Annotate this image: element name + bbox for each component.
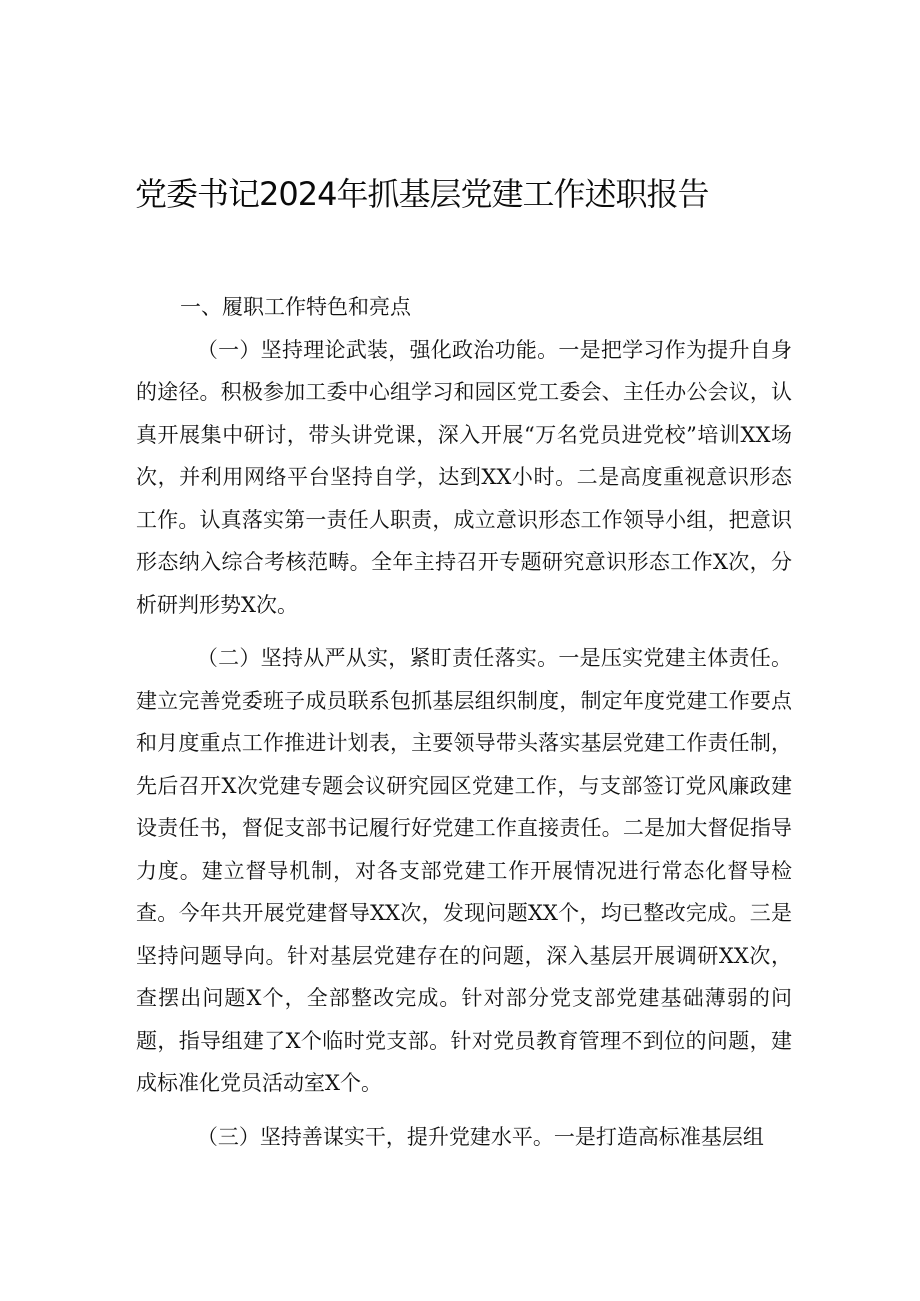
paragraph-1: （一）坚持理论武装，强化政治功能。一是把学习作为提升自身的途径。积极参加工委中心组学习和园区党工委会、主任办公会议，认真开展集中研讨，带头讲党课，深入开展“万名党员进党校”培训XX场次，并利用网络平台坚持自学，达到XX小时。二是高度重视意识形态工作。认真落实第一责任人职责，成立意识形态工作领导小组，把意识形态纳入综合考核范畴。全年主持召开专题研究意识形态工作X次，分析研判形势X次。 (136, 337, 792, 617)
section-heading: 一、履职工作特色和亮点 (180, 295, 411, 319)
document-body (136, 286, 792, 1169)
paragraph-2: （二）坚持从严从实，紧盯责任落实。一是压实党建主体责任。建立完善党委班子成员联系包抓基层组织制度，制定年度党建工作要点和月度重点工作推进计划表，主要领导带头落实基层党建工作责任制，先后召开X次党建专题会议研究园区党建工作，与支部签订党风廉政建设责任书，督促支部书记履行好党建工作直接责任。二是加大督促指导力度。建立督导机制，对各支部党建工作开展情况进行常态化督导检查。今年共开展党建督导XX次，发现问题XX个，均已整改完成。三是坚持问题导向。针对基层党建存在的问题，深入基层开展调研XX次，查摆出问题X个，全部整改完成。针对部分党支部党建基础薄弱的问题，指导组建了X个临时党支部。针对党员教育管理不到位的问题，建成标准化党员活动室X个。 (136, 646, 792, 1095)
paragraph-3: （三）坚持善谋实干，提升党建水平。一是打造高标准基层组 (196, 1124, 764, 1149)
document-title: 党委书记2024年抓基层党建工作述职报告 (135, 175, 709, 213)
